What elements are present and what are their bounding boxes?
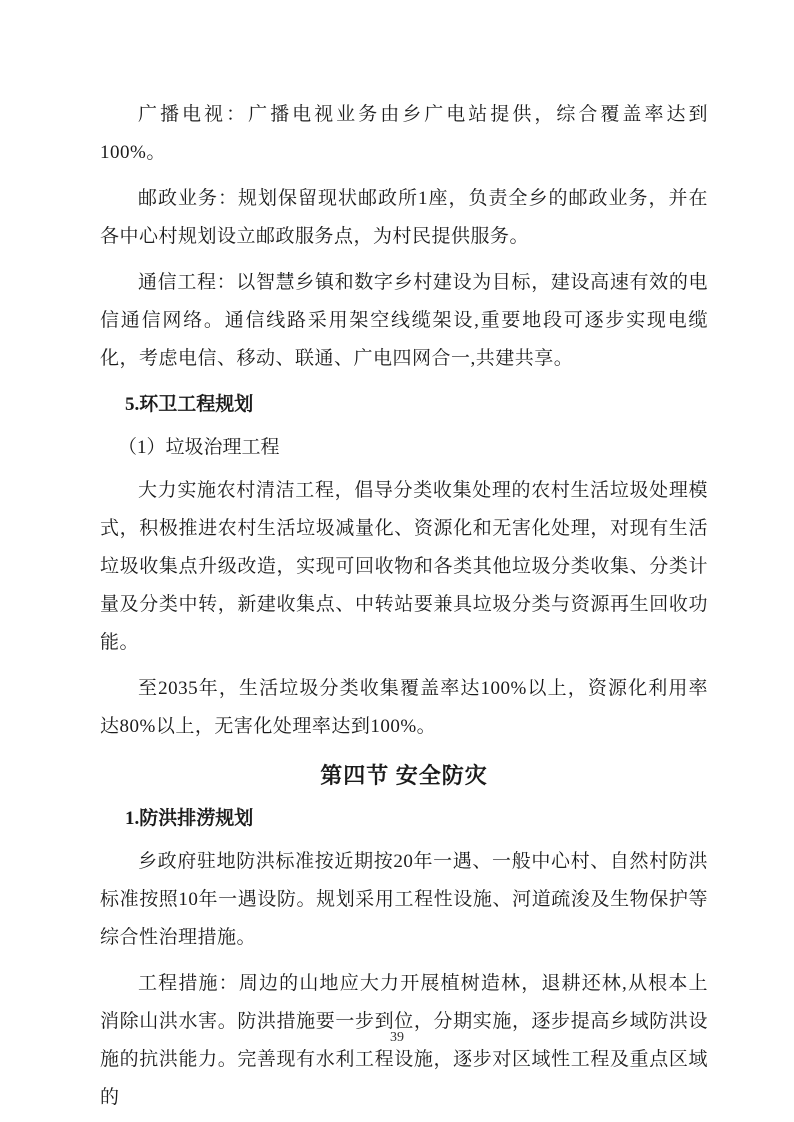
body-paragraph-2035-garbage-targets: 至2035年，生活垃圾分类收集覆盖率达100%以上，资源化利用率达80%以上，无害化处理率达到100%。 xyxy=(100,678,708,737)
heading-sanitation-engineering-plan: 5.环卫工程规划 xyxy=(125,394,254,415)
body-paragraph-engineering-measures: 工程措施：周边的山地应大力开展植树造林，退耕还林,从根本上消除山洪水害。防洪措施要一步到位，分期实施，逐步提高乡域防洪设施的抗洪能力。完善现有水利工程设施，逐步对区域性工程及重点区域的 xyxy=(100,973,708,1108)
body-paragraph-postal-service: 邮政业务：规划保留现状邮政所1座，负责全乡的邮政业务，并在各中心村规划设立邮政服务点，为村民提供服务。 xyxy=(100,188,708,247)
section-heading-safety-disaster-prevention: 第四节 安全防灾 xyxy=(320,763,488,788)
heading-flood-control-drainage-plan: 1.防洪排涝规划 xyxy=(125,808,254,829)
page-number: 39 xyxy=(390,1030,404,1045)
subheading-garbage-treatment-project: （1）垃圾治理工程 xyxy=(118,437,280,458)
body-paragraph-flood-control-standard: 乡政府驻地防洪标准按近期按20年一遇、一般中心村、自然村防洪标准按照10年一遇设防。规划采用工程性设施、河道疏浚及生物保护等综合性治理措施。 xyxy=(100,851,708,948)
document-content xyxy=(100,96,708,1117)
body-paragraph-telecom-project: 通信工程：以智慧乡镇和数字乡村建设为目标，建设高速有效的电信通信网络。通信线路采用架空线缆架设,重要地段可逐步实现电缆化，考虑电信、移动、联通、广电四网合一,共建共享。 xyxy=(100,272,708,369)
body-paragraph-broadcast-tv: 广播电视：广播电视业务由乡广电站提供，综合覆盖率达到100%。 xyxy=(100,104,708,163)
body-paragraph-rural-cleaning-project: 大力实施农村清洁工程，倡导分类收集处理的农村生活垃圾处理模式，积极推进农村生活垃圾减量化、资源化和无害化处理，对现有生活垃圾收集点升级改造，实现可回收物和各类其他垃圾分类收集、分类计量及分类中转，新建收集点、中转站要兼具垃圾分类与资源再生回收功能。 xyxy=(100,480,708,653)
